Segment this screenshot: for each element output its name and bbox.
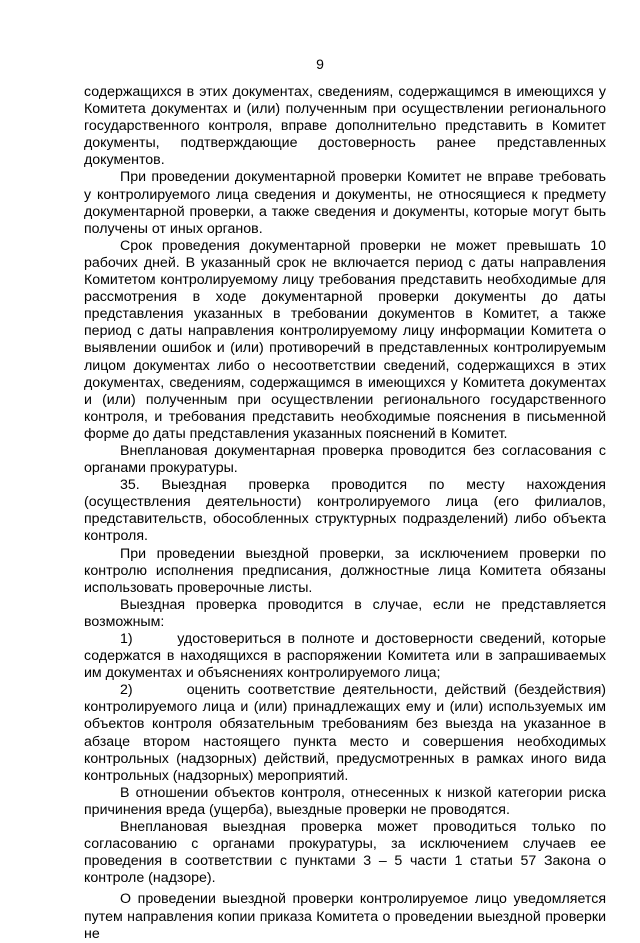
paragraph: Срок проведения документарной проверки не может превышать 10 рабочих дней. В указанный срок не включается период с даты направления Комитетом контролируемому лицу требования представить необходимые для рассмотрения в ходе документарной проверки документы до даты представления указанных в требовании документов в Комитет, а также период с даты направления контролируемому лицу информации Комитета о выявлении ошибок и (или) противоречий в представленных контролируемым лицом документах либо о несоответствии сведений, содержащихся в этих документах, сведениям, содержащимся в имеющихся у Комитета документах и (или) полученным при осуществлении регионального государственного контроля, и требования представить необходимые пояснения в письменной форме до даты представления указанных пояснений в Комитет. [84,237,606,442]
paragraph: При проведении выездной проверки, за исключением проверки по контролю исполнения предписания, должностные лица Комитета обязаны использовать проверочные листы. [84,545,606,596]
paragraph: Внеплановая документарная проверка проводится без согласования с органами прокуратуры. [84,442,606,477]
list-item-2: 2) оценить соответствие деятельности, действий (бездействия) контролируемого лица и (или) принадлежащих ему и (или) используемых им объектов контроля обязательным требованиям без выезда на указанное в абзаце втором настоящего пункта место и совершения необходимых контрольных (надзорных) действий, предусмотренных в рамках иного вида контрольных (надзорных) мероприятий. [84,682,606,784]
list-item-1: 1) удостовериться в полноте и достоверности сведений, которые содержатся в находящихся в распоряжении Комитета или в запрашиваемых им документах и объяснениях контролируемого лица; [84,631,606,682]
paragraph: Внеплановая выездная проверка может проводиться только по согласованию с органами прокуратуры, за исключением случаев ее проведения в соответствии с пунктами 3 – 5 части 1 статьи 57 Закона о контроле (надзоре). [84,819,606,887]
paragraph: При проведении документарной проверки Комитет не вправе требовать у контролируемого лица сведения и документы, не относящиеся к предмету документарной проверки, а также сведения и документы, которые могут быть получены от иных органов. [84,169,606,237]
document-body [84,84,606,943]
page-number: 9 [316,56,324,72]
paragraph: Выездная проверка проводится в случае, если не представляется возможным: [84,596,606,630]
paragraph-continuation: содержащихся в этих документах, сведениям, содержащимся в имеющихся у Комитета документах и (или) полученным при осуществлении регионального государственного контроля, вправе дополнительно представить в Комитет документы, подтверждающие достоверность ранее представленных документов. [84,84,606,169]
paragraph-item-35: 35. Выездная проверка проводится по месту нахождения (осуществления деятельности) контролируемого лица (его филиалов, представительств, обособленных структурных подразделений) либо объекта контроля. [84,477,606,545]
paragraph: О проведении выездной проверки контролируемое лицо уведомляется путем направления копии приказа Комитета о проведении выездной проверки не [84,891,606,942]
paragraph: В отношении объектов контроля, отнесенных к низкой категории риска причинения вреда (ущерба), выездные проверки не проводятся. [84,784,606,818]
